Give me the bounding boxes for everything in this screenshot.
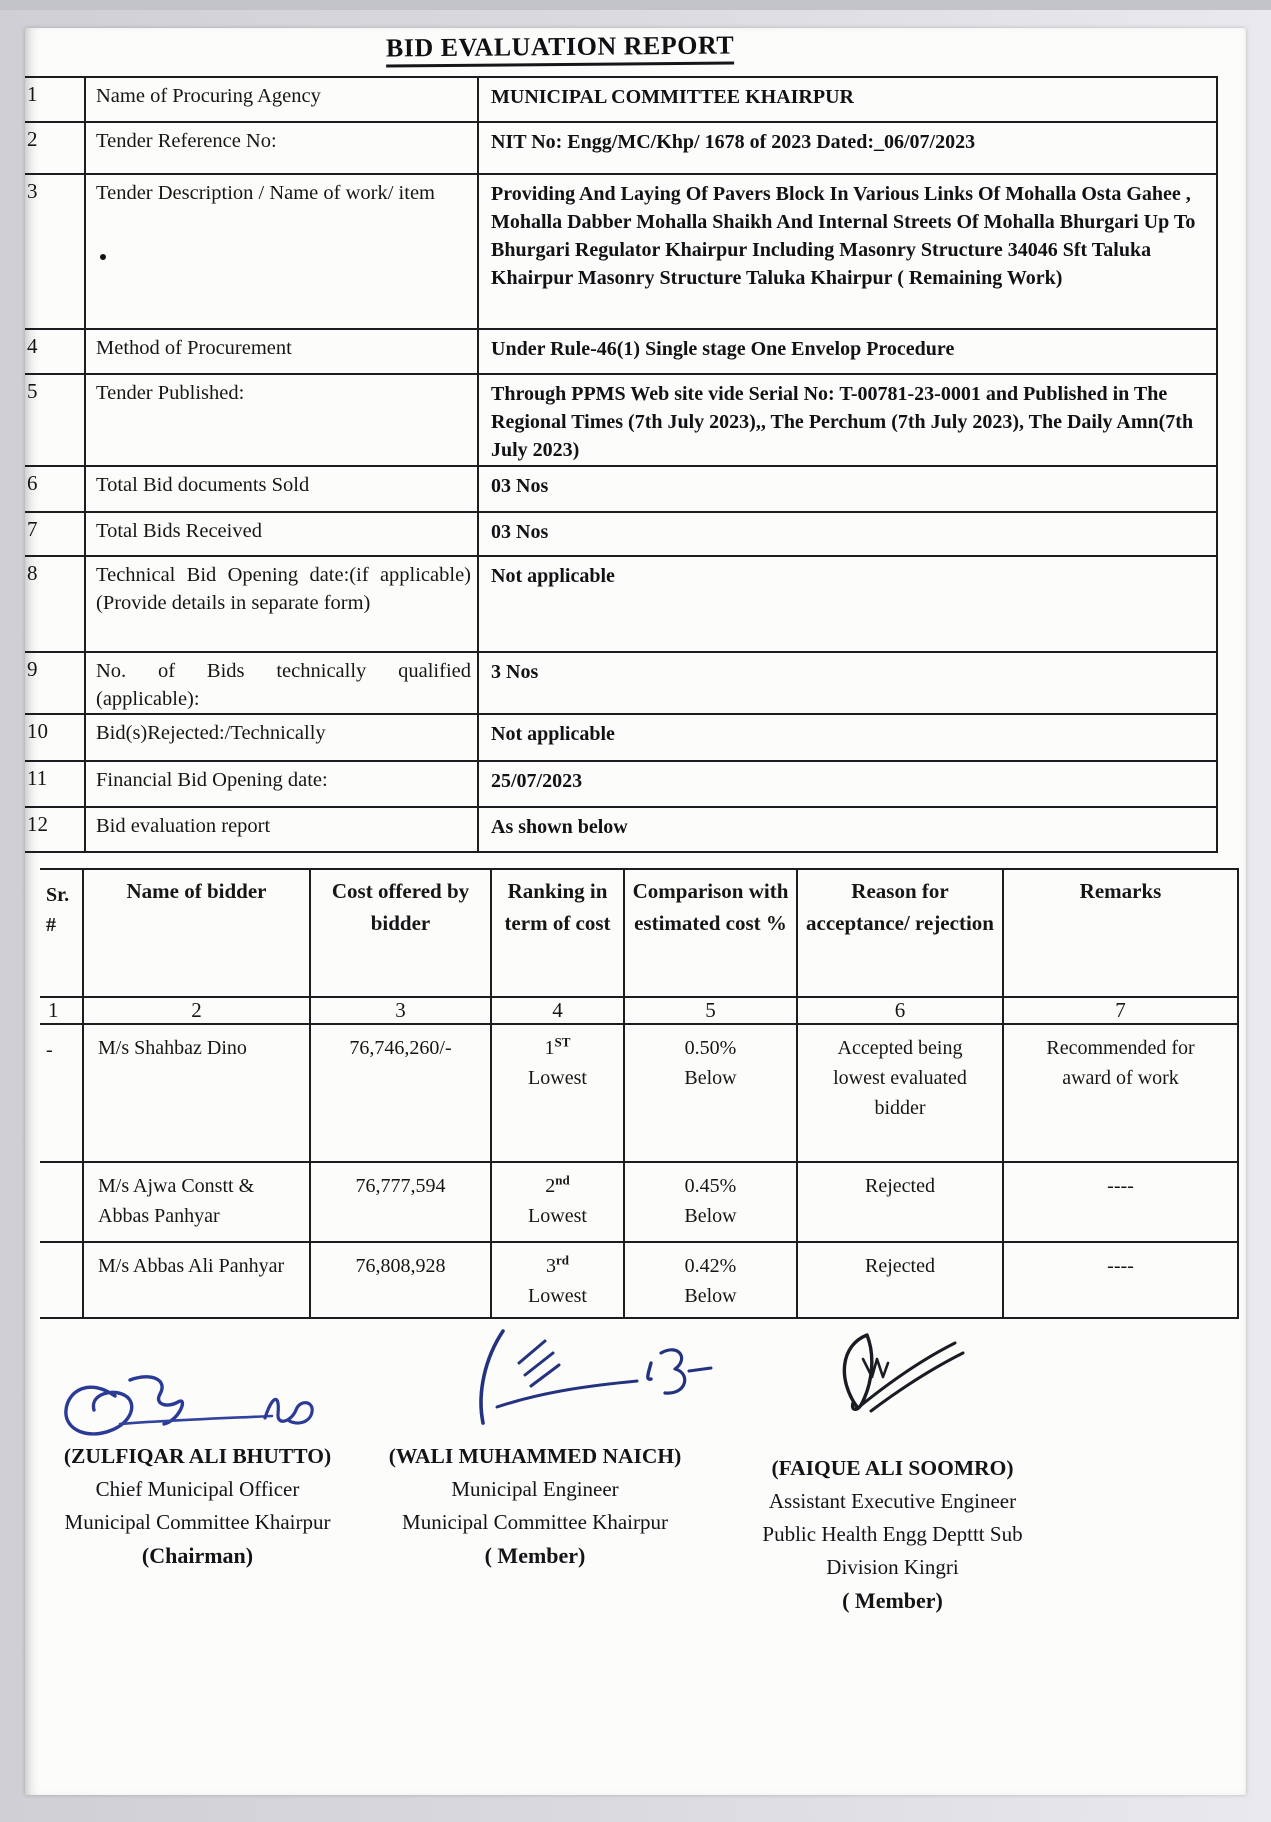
bidder-row bbox=[40, 1024, 1238, 1162]
ranking-cell bbox=[491, 1162, 624, 1242]
row-value: NIT No: Engg/MC/Khp/ 1678 of 2023 Dated:_06/07/2023 bbox=[478, 122, 1217, 174]
cost-cell: 76,746,260/- bbox=[310, 1024, 491, 1162]
column-number-cell: 7 bbox=[1003, 997, 1238, 1024]
row-number: 7 bbox=[25, 512, 85, 556]
table-row bbox=[25, 329, 1217, 374]
rank-number: 1 bbox=[544, 1037, 555, 1059]
row-label: Bid evaluation report bbox=[85, 807, 478, 852]
row-label: No. of Bids technically qualified (applicable): bbox=[85, 652, 478, 714]
signature-block-member-2 bbox=[725, 1452, 1060, 1617]
signature-scribble bbox=[445, 1323, 715, 1441]
row-value: 3 Nos bbox=[478, 652, 1217, 714]
row-label bbox=[85, 174, 478, 329]
row-label-text: Tender Description / Name of work/ item bbox=[96, 182, 435, 204]
table-row bbox=[25, 374, 1217, 466]
column-header: Comparison with estimated cost % bbox=[624, 869, 797, 997]
column-header: Reason for acceptance/ rejection bbox=[797, 869, 1003, 997]
row-label: Tender Published: bbox=[85, 374, 478, 466]
rank-number: 2 bbox=[545, 1175, 556, 1197]
table-row bbox=[25, 556, 1217, 652]
column-number-cell: 6 bbox=[797, 997, 1003, 1024]
column-header: Name of bidder bbox=[83, 869, 310, 997]
row-value: MUNICIPAL COMMITTEE KHAIRPUR bbox=[478, 77, 1217, 122]
rank-suffix: ST bbox=[554, 1034, 571, 1050]
signatory-org: Municipal Committee Khairpur bbox=[64, 1510, 331, 1534]
signatory-title: Municipal Engineer bbox=[451, 1477, 619, 1501]
table-row bbox=[25, 77, 1217, 122]
row-label: Technical Bid Opening date:(if applicable)(Provide details in separate form) bbox=[85, 556, 478, 652]
row-value: Not applicable bbox=[478, 714, 1217, 761]
row-label: Name of Procuring Agency bbox=[85, 77, 478, 122]
signature-block-chairman bbox=[40, 1440, 355, 1572]
rank-ordinal bbox=[493, 1033, 622, 1063]
table-row bbox=[25, 652, 1217, 714]
reason-cell: Accepted being lowest evaluated bidder bbox=[797, 1024, 1003, 1162]
table-row bbox=[25, 761, 1217, 807]
signature-scribble bbox=[815, 1331, 990, 1419]
row-value: Through PPMS Web site vide Serial No: T-00781-23-0001 and Published in The Regional Times (7th July 2023),, The Perchum (7th July 2023), The Daily Amn(7th July 2023) bbox=[478, 374, 1217, 466]
signatory-role: (Chairman) bbox=[141, 1543, 254, 1568]
signatory-role: ( Member) bbox=[484, 1543, 586, 1568]
table-row bbox=[25, 174, 1217, 329]
rank-number: 3 bbox=[546, 1255, 556, 1277]
column-header: Remarks bbox=[1003, 869, 1238, 997]
column-number-cell: 1 bbox=[40, 997, 83, 1024]
row-label: Bid(s)Rejected:/Technically bbox=[85, 714, 478, 761]
column-header: Ranking in term of cost bbox=[491, 869, 624, 997]
bid-table-header-row bbox=[40, 869, 1238, 997]
comparison-word: Below bbox=[684, 1285, 737, 1307]
signatory-title: Assistant Executive Engineer bbox=[768, 1489, 1017, 1513]
signatory-role: ( Member) bbox=[842, 1588, 943, 1613]
signature-scribble bbox=[60, 1368, 360, 1448]
row-value: Under Rule-46(1) Single stage One Envelop Procedure bbox=[478, 329, 1217, 374]
table-row bbox=[25, 512, 1217, 556]
comparison-percent: 0.45% bbox=[684, 1175, 737, 1197]
sr-cell: - bbox=[40, 1024, 83, 1162]
signatory-name: (ZULFIQAR ALI BHUTTO) bbox=[63, 1444, 332, 1468]
rank-word: Lowest bbox=[528, 1285, 587, 1307]
row-value: 03 Nos bbox=[478, 466, 1217, 512]
rank-word: Lowest bbox=[528, 1067, 587, 1089]
row-number: 3 bbox=[25, 174, 85, 329]
remarks-cell: ---- bbox=[1003, 1162, 1238, 1242]
column-number-row bbox=[40, 997, 1238, 1024]
ranking-cell bbox=[491, 1242, 624, 1318]
row-value: 03 Nos bbox=[478, 512, 1217, 556]
scan-top-edge bbox=[0, 0, 1271, 10]
row-label: Total Bid documents Sold bbox=[85, 466, 478, 512]
comparison-cell bbox=[624, 1162, 797, 1242]
table-row bbox=[25, 807, 1217, 852]
signature-block-member-1 bbox=[370, 1440, 700, 1572]
row-number: 1 bbox=[25, 77, 85, 122]
ranking-cell bbox=[491, 1024, 624, 1162]
row-number: 11 bbox=[25, 761, 85, 807]
column-header: Sr. # bbox=[40, 869, 83, 997]
bid-evaluation-table bbox=[40, 868, 1239, 1319]
row-number: 8 bbox=[25, 556, 85, 652]
sr-cell bbox=[40, 1162, 83, 1242]
reason-cell: Rejected bbox=[797, 1242, 1003, 1318]
remarks-cell: Recommended for award of work bbox=[1003, 1024, 1238, 1162]
rank-suffix: nd bbox=[555, 1172, 570, 1188]
comparison-percent: 0.42% bbox=[684, 1255, 737, 1277]
table-row bbox=[25, 466, 1217, 512]
row-number: 9 bbox=[25, 652, 85, 714]
row-number: 5 bbox=[25, 374, 85, 466]
row-label: Financial Bid Opening date: bbox=[85, 761, 478, 807]
page-title-text: BID EVALUATION REPORT bbox=[386, 30, 734, 67]
tender-info-table bbox=[25, 76, 1218, 853]
row-value: As shown below bbox=[478, 807, 1217, 852]
column-number-cell: 3 bbox=[310, 997, 491, 1024]
remarks-cell: ---- bbox=[1003, 1242, 1238, 1318]
row-number: 6 bbox=[25, 466, 85, 512]
page-title bbox=[25, 32, 1246, 66]
table-row bbox=[25, 122, 1217, 174]
column-number-cell: 5 bbox=[624, 997, 797, 1024]
row-label: Tender Reference No: bbox=[85, 122, 478, 174]
signatory-title: Chief Municipal Officer bbox=[95, 1477, 300, 1501]
bidder-row bbox=[40, 1242, 1238, 1318]
bidder-row bbox=[40, 1162, 1238, 1242]
column-header: Cost offered by bidder bbox=[310, 869, 491, 997]
row-value: Providing And Laying Of Pavers Block In Various Links Of Mohalla Osta Gahee , Mohalla Dabber Mohalla Shaikh And Internal Streets Of Mohalla Bhurgari Up To Bhurgari Regulator Khairpur Including Masonry Structure 34046 Sft Taluka Khairpur Masonry Structure Taluka Khairpur ( Remaining Work) bbox=[478, 174, 1217, 329]
column-number-cell: 4 bbox=[491, 997, 624, 1024]
row-label: Method of Procurement bbox=[85, 329, 478, 374]
rank-word: Lowest bbox=[528, 1205, 587, 1227]
rank-ordinal bbox=[493, 1171, 622, 1201]
table-row bbox=[25, 714, 1217, 761]
row-value: Not applicable bbox=[478, 556, 1217, 652]
row-number: 12 bbox=[25, 807, 85, 852]
rank-ordinal bbox=[493, 1251, 622, 1281]
row-number: 2 bbox=[25, 122, 85, 174]
sr-cell bbox=[40, 1242, 83, 1318]
bidder-name: M/s Abbas Ali Panhyar bbox=[83, 1242, 310, 1318]
cost-cell: 76,808,928 bbox=[310, 1242, 491, 1318]
comparison-cell bbox=[624, 1242, 797, 1318]
row-number: 4 bbox=[25, 329, 85, 374]
row-label: Total Bids Received bbox=[85, 512, 478, 556]
comparison-word: Below bbox=[684, 1067, 737, 1089]
reason-cell: Rejected bbox=[797, 1162, 1003, 1242]
column-number-cell: 2 bbox=[83, 997, 310, 1024]
signatory-name: (FAIQUE ALI SOOMRO) bbox=[771, 1456, 1014, 1480]
signatory-name: (WALI MUHAMMED NAICH) bbox=[388, 1444, 682, 1468]
document-page bbox=[25, 28, 1246, 1795]
comparison-cell bbox=[624, 1024, 797, 1162]
rank-suffix: rd bbox=[556, 1252, 569, 1268]
cost-cell: 76,777,594 bbox=[310, 1162, 491, 1242]
row-value: 25/07/2023 bbox=[478, 761, 1217, 807]
comparison-percent: 0.50% bbox=[684, 1037, 737, 1059]
signatory-org: Public Health Engg Depttt Sub Division Kingri bbox=[762, 1522, 1023, 1579]
comparison-word: Below bbox=[684, 1205, 737, 1227]
ink-dot bbox=[100, 254, 106, 260]
signatory-org: Municipal Committee Khairpur bbox=[402, 1510, 668, 1534]
bidder-name: M/s Shahbaz Dino bbox=[83, 1024, 310, 1162]
bidder-name: M/s Ajwa Constt & Abbas Panhyar bbox=[83, 1162, 310, 1242]
row-number: 10 bbox=[25, 714, 85, 761]
